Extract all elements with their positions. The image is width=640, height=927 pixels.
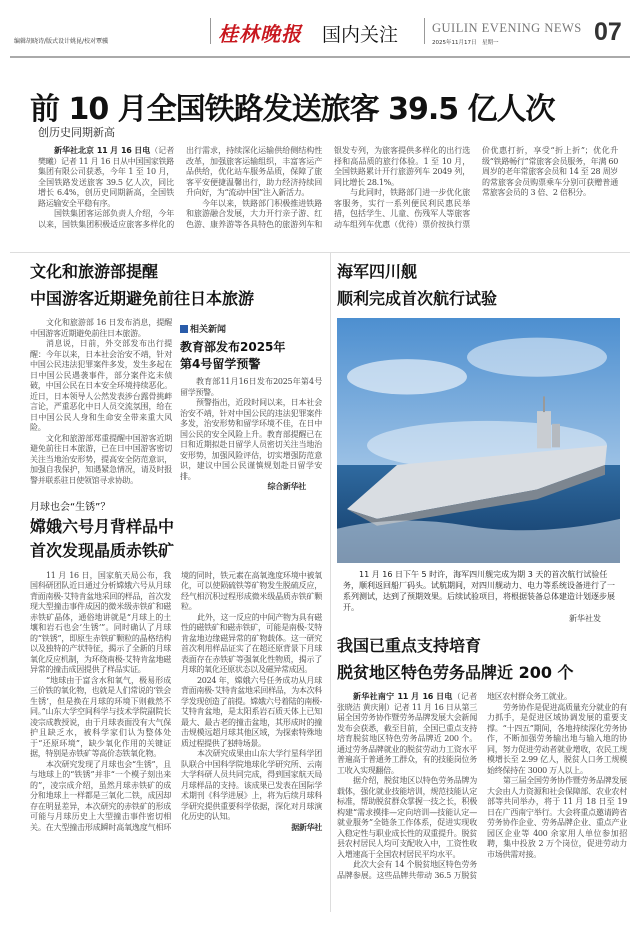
section-title: 国内关注: [322, 24, 399, 46]
dateline: 新华社北京 11 月 16 日电: [54, 146, 151, 155]
related-news: [180, 318, 322, 493]
left-column: [30, 258, 322, 833]
paragraph: 第三届全国劳务协作暨劳务品牌发展大会由人力资源和社会保障部、农业农村部等共同举办，将于 11 月 18 日至 19 日在广西南宁举行。大会将重点邀请跨省劳务协作企业、劳务品牌企业、重点产业园区企业等 400 余家用人单位参加招聘，集中投放 2 万个岗位，促进劳动力市场供需对接。: [487, 776, 627, 859]
paragraph: 此外，这一反应的中间产物为具有磁性的磁铁矿和磁赤铁矿，可能是南极-艾特肯盆地边缘磁异常的矿物载体。这一研究首次利用样品证实了在超还原背景下月球表面存在赤铁矿等强氧化性物质，揭示了月球的氧化还原状态以及磁异常成因。: [181, 612, 323, 674]
paragraph: 教育部11月16日发布2025年第4号留学预警。: [180, 377, 322, 397]
paragraph: 劳务协作是促进高质量充分就业的有力抓手，是促进区域协调发展的重要支撑。“十四五”期间，各地持续深化劳务协作，不断加强劳务输出地与输入地的协同，努力促进劳动者就业增收，农民工规模增长至 2.99 亿人，脱贫人口务工规模始终保持在 3000 万人以上。: [487, 702, 627, 775]
right-column: [337, 258, 627, 881]
source-credit: 据新华社: [291, 822, 322, 832]
ship-photo: [337, 318, 620, 563]
labor-body: [337, 692, 627, 881]
paragraph: 今年以来，铁路部门积极推进铁路和旅游融合发展，大力开行亲子游、红色游、康养游等各具特色的旅游列车和银发专列，为旅客提供多样化的出行选择和高品质的旅行体验。1 至 10 月，全国铁路累计开行旅游列车 2049 列，同比增长 28.1%。: [186, 146, 470, 229]
paragraph: （记者 樊曦）记者 11 月 16 日从中国国家铁路集团有限公司获悉，今年 1 至 10 月，全国铁路发送旅客 39.5 亿人次，同比增长 6.4%，创历史同期新高，全国铁路运输安全平稳有序。: [38, 146, 174, 208]
japan-headline-1: 文化和旅游部提醒: [30, 262, 159, 281]
paragraph: 文化和旅游部郑重提醒中国游客近期避免前往日本旅游，已在日中国游客密切关注当地治安形势，提高安全防范意识，加强自我保护，知遇紧急情况，请及时报警并联系驻日使领馆寻求协助。: [30, 433, 172, 485]
paragraph: 文化和旅游部 16 日发布消息，提醒中国游客近期避免前往日本旅游。: [30, 318, 172, 338]
paragraph: 2024 年，嫦娥六号任务成功从月球背面南极-艾特肯盆地采回样品，为本次科学发现创造了前提。嫦娥六号着陆的南极-艾特肯盆地，是太阳系岩石质天体上已知最大、最古老的撞击盆地，其形成时的撞击规模远超月球其他区域，为探索特殊地质过程提供了独特场景。: [181, 675, 323, 748]
issue-date: 2025年11月17日 星期一: [432, 40, 499, 46]
related-headline-2: 第4号留学预警: [180, 357, 261, 371]
page-number: 07: [594, 18, 622, 46]
japan-story-row: [30, 318, 322, 493]
paragraph: 与此同时，铁路部门进一步优化旅客服务，实行一系列便民利民惠民举措，包括学生、儿童、伤残军人等旅客动车组列车优惠（优待）票价按执行票价优惠打折，享受“折上折”；优化升级“铁路畅行”常旅客会员服务，年满 60 周岁的老年常旅客会员和 14 至 28 周岁的常旅客会员购票乘车分别可获赠普通常旅客会员的 3 倍、2 倍积分。: [334, 146, 618, 229]
related-label: 相关新闻: [180, 322, 322, 335]
related-headline-1: 教育部发布2025年: [180, 340, 286, 354]
english-name: GUILIN EVENING NEWS: [432, 21, 582, 35]
photo-credit: 新华社发: [569, 614, 601, 623]
dateline: 新华社南宁 11 月 16 日电: [353, 692, 453, 701]
navy-headline-1: 海军四川舰: [337, 262, 418, 281]
paragraph: （记者 张晓洁 黄庆刚）记者 11 月 16 日从第三届全国劳务协作暨劳务品牌发展大会新闻发布会获悉，截至目前，全国已重点支持培育脱贫地区特色劳务品牌近 200 个。通过劳务品牌就业的脱贫劳动力工资水平普遍高于普通务工群众，有的技能岗位务工收入实现翻倍。: [337, 692, 478, 775]
moon-body: [30, 571, 322, 834]
lead-subtitle: 创历史同期新高: [38, 126, 115, 139]
paragraph: 国铁集团客运部负责人介绍，今年以来，国铁集团积极适应旅客多样化的出行需求，持续深化运输供给侧结构性改革，加强旅客运输组织，丰富客运产品供给，优化站车服务品质，保障了旅客平安便捷温馨出行，助力经济持续回升向好，为“流动中国”注入新活力。: [38, 146, 322, 229]
japan-headline-2: 中国游客近期避免前往日本旅游: [30, 289, 255, 308]
divider: [424, 18, 425, 44]
paragraph: 预警指出，近段时间以来，日本社会治安不靖，针对中国公民的违法犯罪案件多发，治安形势和留学环境不佳，在日中国公民的安全风险上升。教育部提醒已在日和近期拟赴日留学人员密切关注当地治安形势，加强风险评估，切实增强防范意识，建议中国公民谨慎规划赴日留学安排。: [180, 398, 322, 481]
paragraph: 据介绍，脱贫地区以特色劳务品牌为载体，强化就业技能培训，规范技能认定标准，帮助脱贫群众掌握一技之长，积极构建“需求摸排—定向培训—技能认定—就业服务”全链条工作体系，促进实现收入稳定性与职业成长性的双重提升。脱贫县农村居民人均可支配收入中，工资性收入增速高于全国农村居民平均水平。: [337, 776, 477, 859]
paragraph: “地球由于富含水和氧气，极易形成三价铁的氧化物，也就是人们常说的‘铁会生锈’，但是换在月球的环境下则截然不同。”山东大学空间科学与技术学院副院长凌宗成教授说，由于月球表面没有大气保护且缺乏水，被科学家们认为整体处于“还原环境”，缺少氧化作用的关键证据，特别是赤铁矿等高价态铁氧化物。: [30, 675, 171, 758]
divider: [210, 18, 211, 44]
paragraph: 11 月 16 日，国家航天局公布，我国科研团队近日通过分析嫦娥六号从月球背面南极-艾特肯盆地采回的样品，首次发现大型撞击事件成因的微米级赤铁矿和磁赤铁矿晶体，通俗地讲就是“月球上的土壤和岩石也会‘生锈’”。同时确认了月球的“铁锈”，即原生赤铁矿颗粒的晶格结构以及独特的产状特征，揭示了全新的月球氧化反应机制，为环绕南极-艾特肯盆地磁异常的撞击成因提供了样品实证。: [30, 570, 172, 674]
moon-headline-2: 首次发现晶质赤铁矿: [30, 540, 175, 560]
moon-kicker: 月球也会“生锈”？: [30, 501, 111, 513]
lead-headline: 前 10 月全国铁路发送旅客 39.5 亿人次: [30, 92, 555, 127]
divider: [330, 252, 331, 912]
moon-headline-1: 嫦娥六号月背样品中: [30, 516, 175, 536]
divider: [10, 252, 630, 253]
caption-text: 11 月 16 日下午 5 时许，海军四川舰完成为期 3 天的首次航行试验任务，顺利返回船厂码头。试航期间，对四川舰动力、电力等系统设备进行了一系列测试，达到了预期效果。后续试验项目，将根据装备总体建造计划逐步展开。: [343, 570, 615, 612]
editor-credits: 编辑胡晓诗/版式设计姚昆/校对覃骥: [14, 38, 109, 45]
newspaper-logo: 桂林晚报: [218, 22, 302, 46]
paragraph: 本次研究发现了月球也会“生锈”，且与地球上的“铁锈”并非“一个模子刻出来的”，凌宗成介绍，虽然月球赤铁矿的成分和地球上一样都是三氧化二铁，成因却存在明显差异，本次研究的赤铁矿的形成可能与月球历史上大型撞击事件密切相关。在大型撞击形成瞬时高氧逸度气相环境的同时，铁元素在高氧逸度环境中被氧化，可以使陨硫铁等矿物发生脱硫反应，经气相沉积过程形成微米级晶质赤铁矿颗粒。: [30, 570, 322, 832]
source-credit: 综合新华社: [267, 482, 306, 491]
labor-headline-1: 我国已重点支持培育: [337, 636, 482, 655]
navy-headline-2: 顺利完成首次航行试验: [337, 289, 498, 308]
photo-caption: [337, 569, 627, 624]
lead-body: [38, 146, 618, 230]
paragraph: 此次大会有 14 个脱贫地区特色劳务品牌参展。这些品牌共带动 36.5 万脱贫地区农村群众务工就业。: [337, 692, 572, 880]
labor-headline-2: 脱贫地区特色劳务品牌近 200 个: [337, 663, 574, 682]
japan-body: [30, 318, 172, 493]
header-rule: [10, 56, 630, 58]
paragraph: 本次研究成果由山东大学行星科学团队联合中国科学院地球化学研究所、云南大学科研人员共同完成，得到国家航天局月球样品的支持。该成果已发表在国际学术期刊《科学进展》上，将为后续月球科学研究提供重要科学依据，深化对月球演化历史的认知。: [181, 749, 322, 821]
square-bullet-icon: [180, 325, 188, 333]
paragraph: 消息说，日前，外交部发布出行提醒：今年以来，日本社会治安不靖，针对中国公民违法犯罪案件多发，发生多起在日中国公民遇袭事件，部分案件迄未侦破，中国公民在日本安全环境持续恶化。近日，日本领导人公然发表涉台露骨挑衅言论，严重恶化中日人员交流氛围，给在日中国公民人身和生命安全带来重大风险。: [30, 339, 172, 432]
